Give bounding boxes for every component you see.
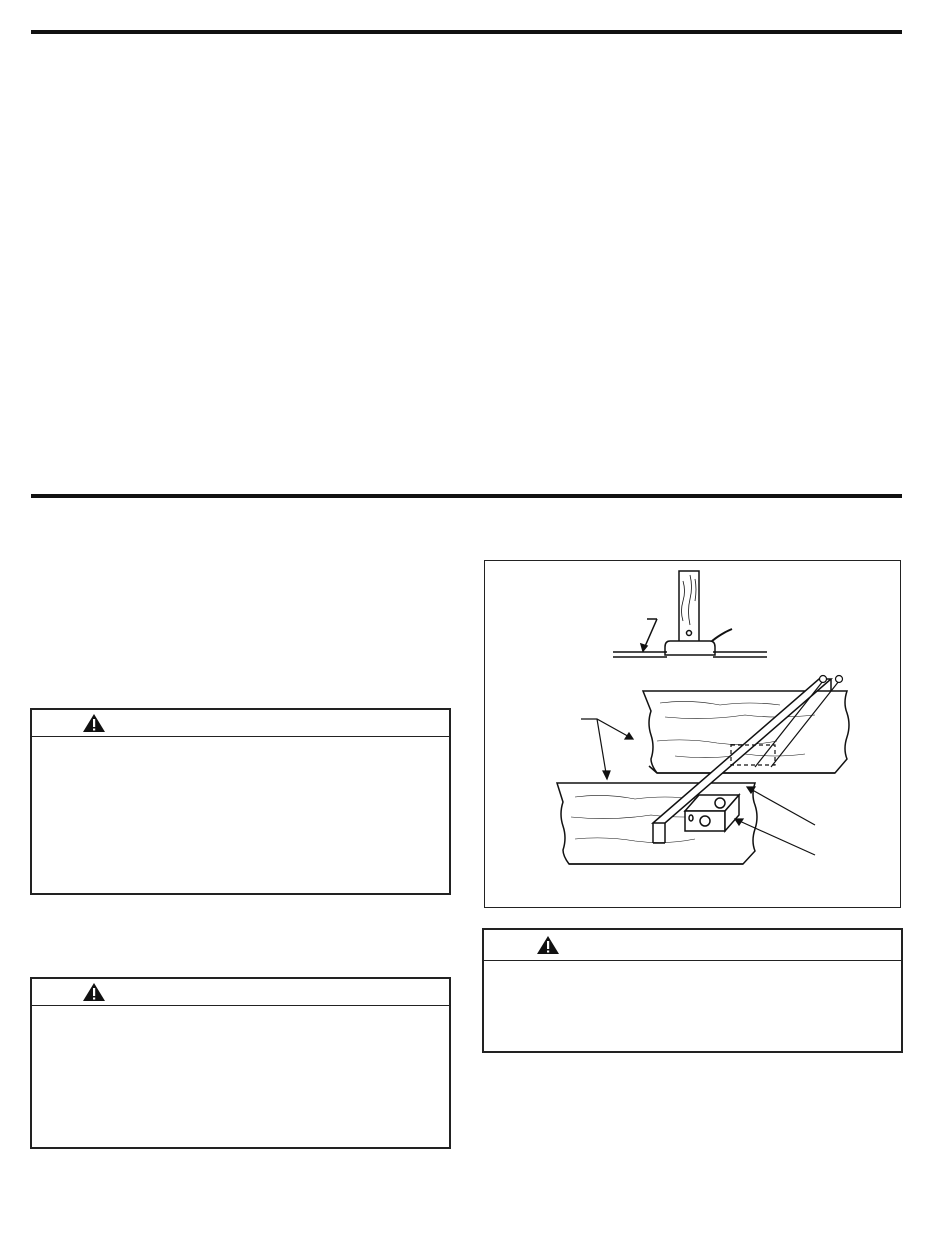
top-rule bbox=[31, 30, 902, 34]
middle-rule bbox=[31, 494, 902, 498]
installation-diagram bbox=[485, 561, 902, 909]
warning-box-3 bbox=[482, 928, 903, 1053]
warning-box-2 bbox=[30, 977, 451, 1149]
warning-triangle-icon bbox=[536, 935, 560, 955]
installation-figure bbox=[484, 560, 901, 908]
downrod-inset bbox=[613, 571, 767, 657]
warning-triangle-icon bbox=[82, 982, 106, 1002]
warning-header bbox=[32, 979, 449, 1006]
warning-box-1 bbox=[30, 708, 451, 895]
warning-header bbox=[484, 930, 901, 961]
warning-header bbox=[32, 710, 449, 737]
upper-joist bbox=[643, 691, 849, 773]
warning-triangle-icon bbox=[82, 713, 106, 733]
